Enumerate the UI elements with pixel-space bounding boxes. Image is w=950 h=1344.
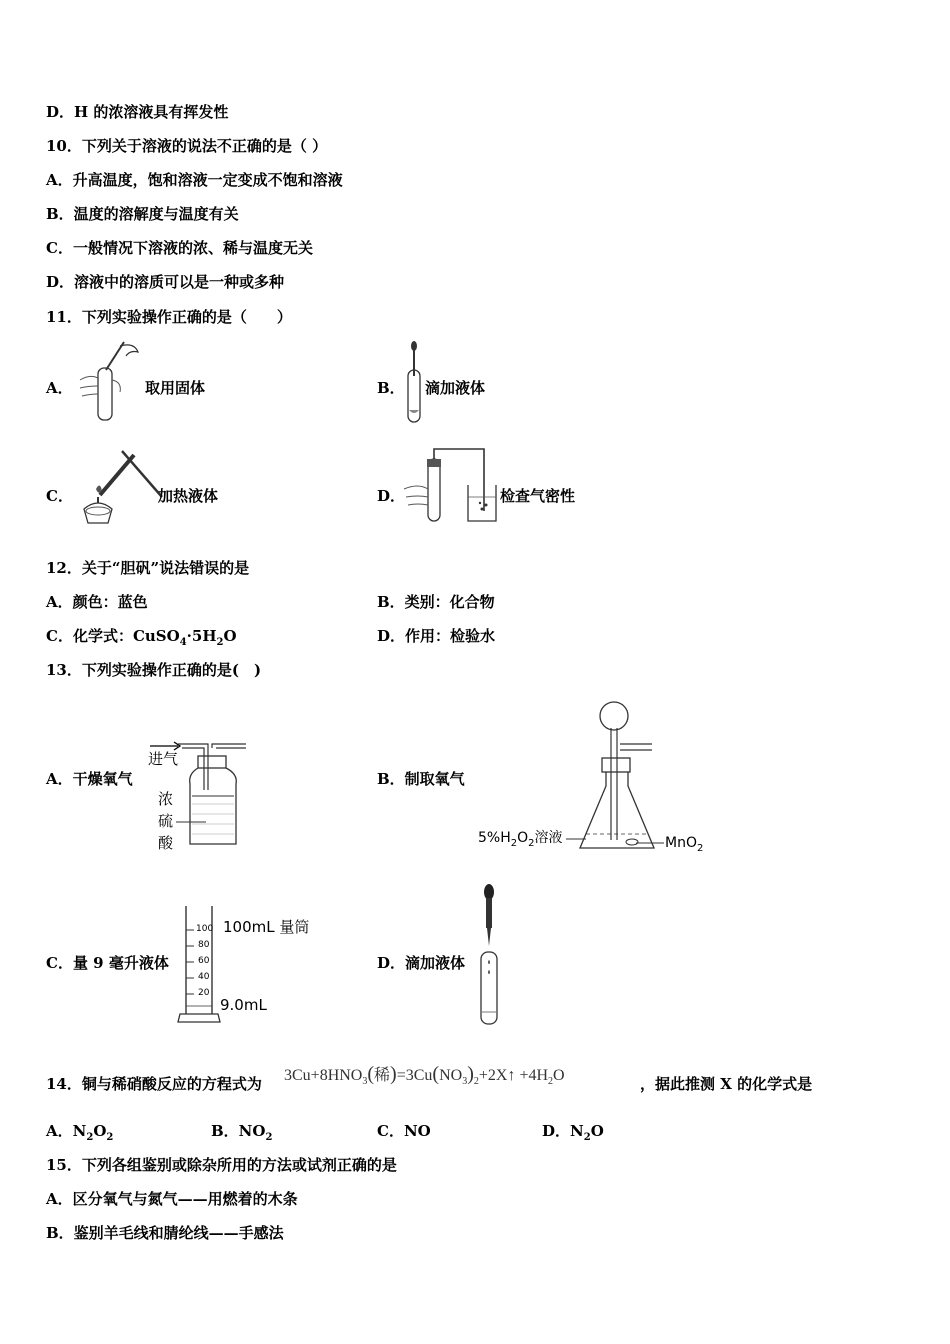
q13-b-mno2-pointer <box>636 842 664 844</box>
q11-option-c-caption: 加热液体 <box>158 487 219 505</box>
q15-stem: 15．下列各组鉴别或除杂所用的方法或试剂正确的是 <box>46 1156 397 1174</box>
q11-option-d-letter: D． <box>377 487 406 505</box>
q11-b-figure-add-liquid <box>400 340 428 424</box>
q10-option-d: D．溶液中的溶质可以是一种或多种 <box>46 273 285 291</box>
q13-a-acid-label-3: 酸 <box>158 834 174 852</box>
q14-option-d: D．$N_2O$ <box>542 1122 604 1143</box>
q13-option-b: B．制取氧气 <box>377 770 465 788</box>
q12-option-c: C．化学式：$CuSO_4\cdot 5H_2O$ <box>46 627 237 648</box>
q14-option-a: A．$N_2O_2$ <box>46 1122 114 1143</box>
q13-option-c: C．量 9 毫升液体 <box>46 954 169 972</box>
q13-b-label-pointer <box>566 838 586 840</box>
q11-option-a-caption: 取用固体 <box>145 379 206 397</box>
q9-option-d: D．H 的浓溶液具有挥发性 <box>46 103 229 121</box>
q13-option-d: D．滴加液体 <box>377 954 466 972</box>
q15-option-b: B．鉴别羊毛线和腈纶线——手感法 <box>46 1224 284 1242</box>
q13-c-tick-100: 100 <box>196 924 214 934</box>
q13-c-tick-20: 20 <box>198 988 210 998</box>
q13-stem: 13．下列实验操作正确的是( ) <box>46 661 262 679</box>
q14-stem-suffix: ，据此推测 X 的化学式是 <box>640 1075 813 1093</box>
q12-option-a: A．颜色：蓝色 <box>46 593 148 611</box>
q12-stem: 12．关于“胆矾”说法错误的是 <box>46 559 250 577</box>
q10-option-b: B．温度的溶解度与温度有关 <box>46 205 239 223</box>
q13-c-tick-80: 80 <box>198 940 210 950</box>
q13-b-figure-flask <box>560 700 660 856</box>
q10-stem: 10．下列关于溶液的说法不正确的是（ ） <box>46 137 328 155</box>
q11-d-figure-airtightness <box>404 445 500 527</box>
q11-a-figure-take-solid <box>72 340 144 424</box>
q14-stem-prefix: 14．铜与稀硝酸反应的方程式为 <box>46 1075 262 1093</box>
q14-option-b: B．$NO_2$ <box>211 1122 273 1143</box>
q11-stem: 11．下列实验操作正确的是（ ） <box>46 308 292 326</box>
q11-option-a-letter: A． <box>46 379 73 397</box>
q12-option-b: B．类别：化合物 <box>377 593 495 611</box>
q13-b-mno2-label: MnO$_2$ <box>665 835 704 854</box>
q13-d-figure-dropper-into-tube <box>474 882 504 1028</box>
q13-a-acid-label-1: 浓 <box>158 790 174 808</box>
q13-a-gas-in-label: 进气 <box>148 750 179 768</box>
q11-option-b-caption: 滴加液体 <box>425 379 486 397</box>
q10-option-a: A．升高温度，饱和溶液一定变成不饱和溶液 <box>46 171 343 189</box>
q13-c-reading-label: 9.0mL <box>220 996 267 1014</box>
q13-c-tick-40: 40 <box>198 972 210 982</box>
q14-option-c: C．NO <box>377 1122 431 1140</box>
q11-option-d-caption: 检查气密性 <box>500 487 576 505</box>
q13-a-acid-label-2: 硫 <box>158 812 174 830</box>
q11-c-figure-heat-liquid <box>72 445 162 527</box>
q13-option-a: A．干燥氧气 <box>46 770 133 788</box>
q15-option-a: A．区分氧气与氮气——用燃着的木条 <box>46 1190 298 1208</box>
q11-option-b-letter: B． <box>377 379 405 397</box>
q13-c-cylinder-label: 100mL 量筒 <box>223 918 310 936</box>
q14-equation: $3Cu+8HNO_3$(稀)$=3Cu(NO_3)_2+2X↑ +4H_2O$ <box>284 1063 565 1088</box>
q13-b-solution-label: $5\%H_2O_2$溶液 <box>478 830 563 849</box>
q13-c-tick-60: 60 <box>198 956 210 966</box>
q13-a-figure-gas-washing-bottle <box>148 740 250 848</box>
q11-option-c-letter: C． <box>46 487 73 505</box>
q12-option-d: D．作用：检验水 <box>377 627 496 645</box>
q10-option-c: C．一般情况下溶液的浓、稀与温度无关 <box>46 239 313 257</box>
